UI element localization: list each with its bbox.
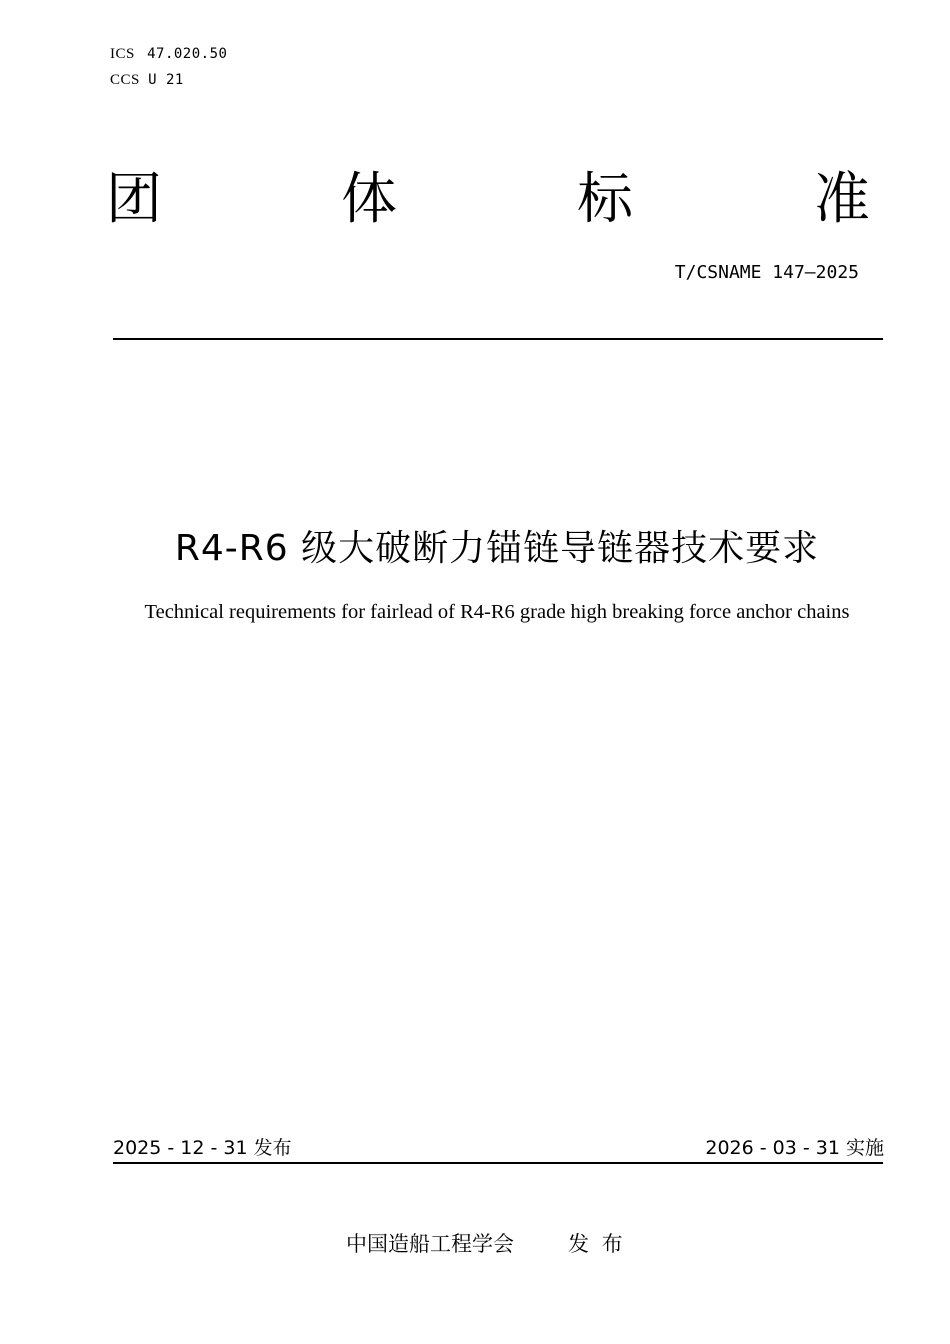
- title-english: Technical requirements for fairlead of R4-R6 grade high breaking force anchor chains: [144, 601, 850, 623]
- implement-date: 2026 - 03 - 31 实施: [705, 1137, 884, 1159]
- publisher-action: 发 布: [568, 1232, 623, 1256]
- standard-number: T/CSNAME 147—2025: [674, 262, 859, 283]
- ics-code: 47.020.50: [147, 46, 228, 62]
- heading-char-1: 团: [106, 167, 162, 232]
- ccs-line: [110, 72, 184, 89]
- footer-divider: [113, 1162, 883, 1164]
- ics-label: ICS: [110, 46, 135, 62]
- header-divider: [113, 338, 883, 340]
- heading-char-3: 标: [577, 167, 633, 232]
- ccs-code: U 21: [148, 72, 184, 88]
- heading-char-4: 准: [814, 167, 870, 232]
- title-chinese: R4-R6 级大破断力锚链导链器技术要求: [174, 528, 820, 569]
- ccs-label: CCS: [110, 72, 140, 88]
- publisher-name: 中国造船工程学会: [346, 1232, 514, 1256]
- ics-line: [110, 46, 227, 63]
- heading-char-2: 体: [341, 167, 397, 232]
- publish-date: 2025 - 12 - 31 发布: [113, 1137, 292, 1159]
